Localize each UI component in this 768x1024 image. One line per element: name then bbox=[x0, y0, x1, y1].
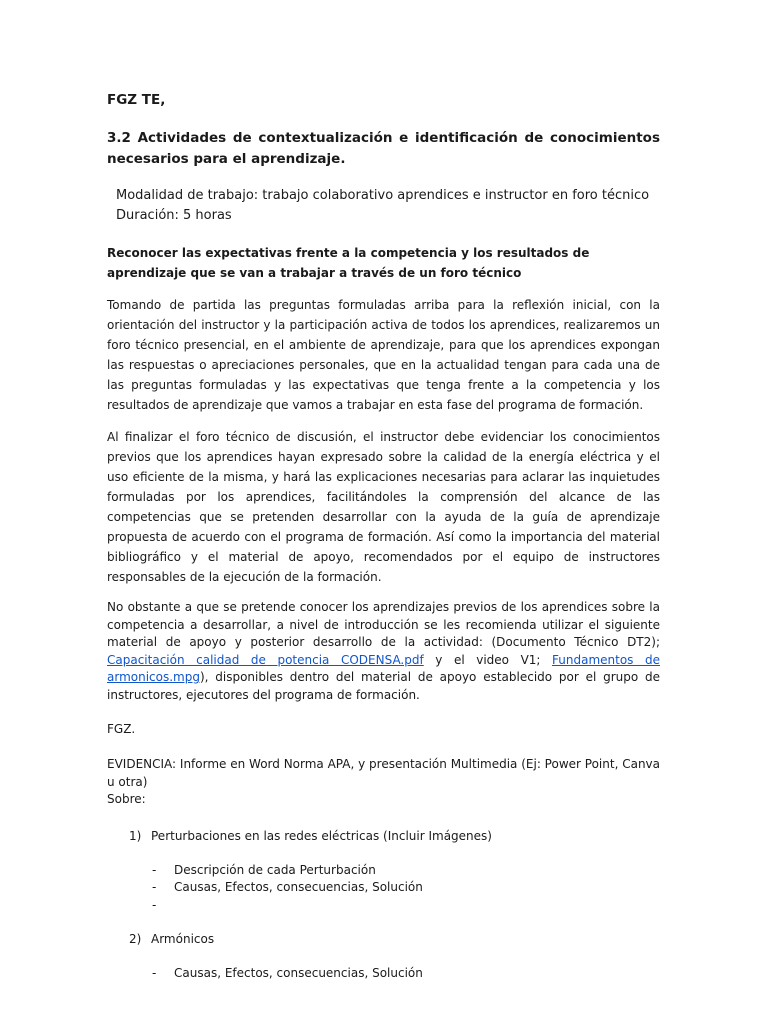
paragraph-forum-closing: Al finalizar el foro técnico de discusión, el instructor debe evidenciar los conocimientos previos que los aprendices hayan expresado sobre la calidad de la energía eléctrica y el uso eficiente de la misma, y hará las explicaciones necesarias para aclarar las inquietudes formuladas por los aprendices, facilitándoles la comprensión del alcance de las competencias que se pretenden desarrollar con la ayuda de la guía de aprendizaje propuesta de acuerdo con el programa de formación. Así como la importancia del material bibliográfico y el material de apoyo, recomendados por el equipo de instructores responsables de la ejecución de la formación. bbox=[107, 430, 660, 584]
dash-bullet: - bbox=[152, 966, 157, 980]
sub-list-item bbox=[152, 862, 660, 880]
sub-list-item bbox=[152, 879, 660, 897]
about-label: Sobre: bbox=[107, 792, 146, 806]
dash-bullet: - bbox=[152, 862, 157, 877]
paragraph-support-material bbox=[107, 599, 660, 704]
duration-text: Duración: 5 horas bbox=[116, 208, 232, 223]
dash-bullet: - bbox=[152, 897, 157, 912]
sub-list-item-text: Causas, Efectos, consecuencias, Solución bbox=[174, 880, 423, 894]
link-capacitacion-pdf[interactable]: Capacitación calidad de potencia CODENSA.pdf bbox=[107, 652, 424, 667]
list-item bbox=[129, 827, 660, 845]
list-number: 1) bbox=[129, 828, 142, 843]
sub-list bbox=[152, 862, 660, 915]
sub-list-item-text: Causas, Efectos, consecuencias, Solución bbox=[174, 966, 423, 980]
section-title: 3.2 Actividades de contextualización e identificación de conocimientos necesarios para el aprendizaje. bbox=[107, 130, 660, 167]
sub-list-item-text: Descripción de cada Perturbación bbox=[174, 862, 376, 877]
document-header: FGZ TE, bbox=[107, 92, 166, 108]
work-mode-block bbox=[116, 186, 660, 226]
link-fundamentos-video[interactable]: Fundamentos de armonicos.mpg bbox=[107, 652, 660, 684]
expectations-subheading: Reconocer las expectativas frente a la competencia y los resultados de aprendizaje que se van a trabajar a través de un foro técnico bbox=[107, 246, 590, 280]
document-page bbox=[107, 92, 660, 999]
dash-bullet: - bbox=[152, 880, 157, 894]
support-text-end: ), disponibles dentro del material de apoyo establecido por el grupo de instructores, ejecutores del programa de formación. bbox=[107, 670, 660, 702]
list-item-text: Perturbaciones en las redes eléctricas (Incluir Imágenes) bbox=[151, 828, 492, 843]
support-text-start: No obstante a que se pretende conocer los aprendizajes previos de los aprendices sobre la competencia a desarrollar, a nivel de introducción se les recomienda utilizar el siguiente material de apoyo y posterior desarrollo de la actividad: (Documento Técnico DT2); bbox=[107, 600, 660, 649]
sub-list bbox=[152, 965, 660, 983]
signature: FGZ. bbox=[107, 722, 136, 736]
sub-list-item bbox=[152, 897, 660, 915]
list-item-text: Armónicos bbox=[151, 932, 215, 946]
evidence-text: EVIDENCIA: Informe en Word Norma APA, y presentación Multimedia (Ej: Power Point, Canva u otra) bbox=[107, 757, 660, 789]
list-number: 2) bbox=[129, 932, 142, 946]
support-text-mid: y el video V1; bbox=[423, 652, 553, 667]
list-item bbox=[129, 930, 660, 948]
paragraph-forum-intro: Tomando de partida las preguntas formuladas arriba para la reflexión inicial, con la orientación del instructor y la participación activa de todos los aprendices, realizaremos un foro técnico presencial, en el ambiente de aprendizaje, para que los aprendices expongan las respuestas o apreciaciones personales, que en la actualidad tengan para cada una de las preguntas formuladas y las expectativas que tenga frente a la competencia y los resultados de aprendizaje que vamos a trabajar en esta fase del programa de formación. bbox=[107, 298, 660, 412]
work-mode-text: Modalidad de trabajo: trabajo colaborativo aprendices e instructor en foro técnico bbox=[116, 188, 650, 203]
sub-list-item bbox=[152, 965, 660, 983]
evidence-block bbox=[107, 756, 660, 809]
